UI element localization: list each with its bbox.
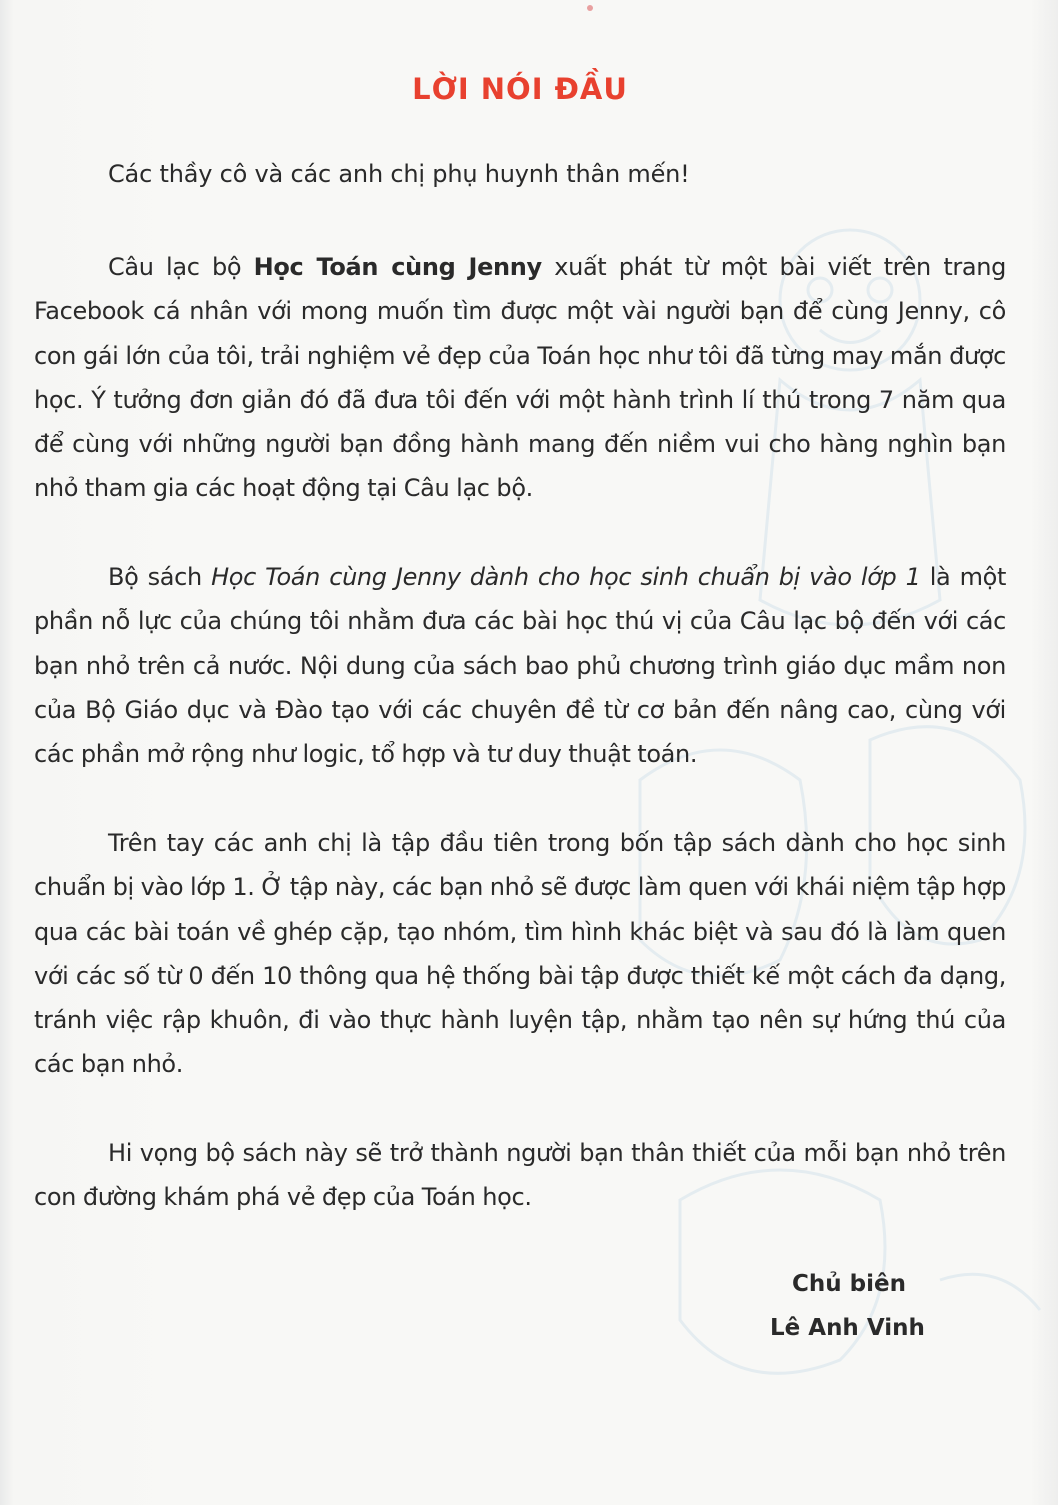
paragraph-text: Bộ sách <box>108 563 212 591</box>
paragraph-book-series <box>34 555 1006 776</box>
signature-name: Lê Anh Vinh <box>770 1315 925 1341</box>
paragraph-hope: Hi vọng bộ sách này sẽ trở thành người bạn thân thiết của mỗi bạn nhỏ trên con đường khám phá vẻ đẹp của Toán học. <box>34 1139 1006 1212</box>
page-title: LỜI NÓI ĐẦU <box>412 72 628 106</box>
paragraph-club-origin <box>34 245 1006 511</box>
paragraph-text: là một phần nỗ lực của chúng tôi nhằm đưa các bài học thú vị của Câu lạc bộ đến với các bạn nhỏ trên cả nước. Nội dung của sách bao phủ chương trình giáo dục mầm non của Bộ Giáo dục và Đào tạo với các chuyên đề từ cơ bản đến nâng cao, cùng với các phần mở rộng như logic, tổ hợp và tư duy thuật toán. <box>34 563 1007 769</box>
signature-role: Chủ biên <box>792 1271 906 1297</box>
paragraph-text: xuất phát từ một bài viết trên trang Facebook cá nhân với mong muốn tìm được một vài người bạn để cùng Jenny, cô con gái lớn của tôi, trải nghiệm vẻ đẹp của Toán học như tôi đã từng may mắn được học. Ý tưởng đơn giản đó đã đưa tôi đến với một hành trình lí thú trong 7 năm qua để cùng với những người bạn đồng hành mang đến niềm vui cho hàng nghìn bạn nhỏ tham gia các hoạt động tại Câu lạc bộ. <box>34 253 1006 503</box>
salutation: Các thầy cô và các anh chị phụ huynh thân mến! <box>108 160 690 188</box>
print-mark <box>587 5 593 11</box>
paragraph-text: Câu lạc bộ <box>108 253 254 281</box>
paragraph-first-volume: Trên tay các anh chị là tập đầu tiên trong bốn tập sách dành cho học sinh chuẩn bị vào lớp 1. Ở tập này, các bạn nhỏ sẽ được làm quen với khái niệm tập hợp qua các bài toán về ghép cặp, tạo nhóm, tìm hình khác biệt và sau đó là làm quen với các số từ 0 đến 10 thông qua hệ thống bài tập được thiết kế một cách đa dạng, tránh việc rập khuôn, đi vào thực hành luyện tập, nhằm tạo nên sự hứng thú của các bạn nhỏ. <box>34 829 1006 1079</box>
club-name-bold: Học Toán cùng Jenny <box>253 253 542 281</box>
book-title-italic: Học Toán cùng Jenny dành cho học sinh chuẩn bị vào lớp 1 <box>211 563 921 591</box>
